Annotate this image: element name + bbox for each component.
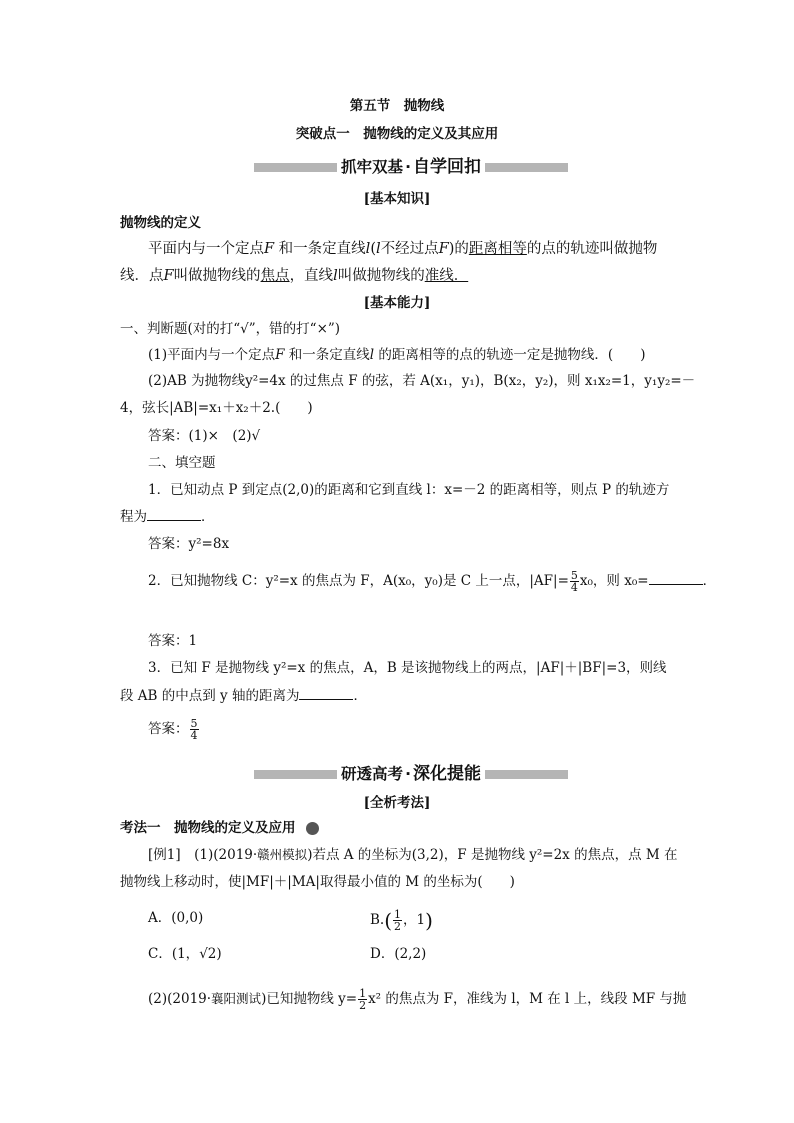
basic-ability-label: [基本能力]	[363, 295, 431, 311]
answer-blank	[147, 508, 201, 521]
fill-question-1-line-1: 1．已知动点 P 到定点(2,0)的距离和它到直线 l：x=－2 的距离相等，则点 P 的轨迹方	[148, 482, 670, 498]
definition-heading: 抛物线的定义	[120, 215, 201, 231]
option-c: C．(1，√2)	[148, 946, 222, 962]
fill-question-3-line-1: 3．已知 F 是抛物线 y²=x 的焦点，A，B 是该抛物线上的两点，|AF|＋|BF|=3，则线	[148, 660, 667, 676]
fill-answer-1: 答案：y²=8x	[148, 536, 230, 552]
tf-question-1: (1)平面内与一个定点F 和一条定直线l 的距离相等的点的轨迹一定是抛物线．( )	[148, 347, 646, 363]
section-band-basics: 抓牢双基 · 自学回扣	[254, 157, 568, 177]
fraction-five-quarters: $\frac{5}{4}$	[190, 717, 198, 742]
tf-question-2-line-2: 4，弦长|AB|=x₁＋x₂＋2.( )	[120, 400, 313, 416]
example-1-line-1: [例1] (1)(2019·赣州模拟)若点 A 的坐标为(3,2)，F 是抛物线 y²=2x 的焦点，点 M 在	[148, 847, 678, 863]
fill-in-heading: 二、填空题	[148, 455, 216, 471]
fraction-one-half: $\frac{1}{2}$	[359, 987, 367, 1012]
section-title: 第五节 抛物线	[349, 98, 445, 114]
sqrt-two: √2	[199, 946, 217, 962]
option-a: A．(0,0)	[148, 910, 204, 926]
tf-question-2-line-1: (2)AB 为抛物线y²=4x 的过焦点 F 的弦，若 A(x₁，y₁)，B(x₂，y₂)，则 x₁x₂=1，y₁y₂=－	[148, 373, 696, 389]
bullet-dot-icon	[306, 822, 319, 835]
true-false-heading: 一、判断题(对的打“√”，错的打“×”)	[120, 321, 341, 337]
option-d: D．(2,2)	[370, 946, 427, 962]
definition-paragraph-line-2: 线．点F叫做抛物线的焦点，直线l叫做抛物线的准线．	[120, 268, 469, 284]
subsection-title: 突破点一 抛物线的定义及其应用	[295, 126, 499, 142]
methods-label: [全析考法]	[363, 795, 431, 811]
fill-answer-3: 答案： $\frac{5}{4}$	[148, 717, 198, 742]
section-band-exam: 研透高考 · 深化提能	[254, 764, 568, 784]
answer-blank	[649, 572, 703, 585]
basic-knowledge-label: [基本知识]	[363, 191, 431, 207]
method-1-heading: 考法一 抛物线的定义及应用	[120, 819, 319, 837]
tf-answer: 答案：(1)× (2)√	[148, 428, 261, 444]
fill-question-3-line-2: 段 AB 的中点到 y 轴的距离为 ．	[120, 688, 367, 704]
fraction-one-half: $\frac{1}{2}$	[394, 908, 402, 933]
underlined-term-equal-distance: 距离相等	[468, 241, 527, 257]
fill-question-1-line-2: 程为 ．	[120, 509, 215, 525]
example-1-line-2: 抛物线上移动时，使|MF|＋|MA|取得最小值的 M 的坐标为( )	[120, 874, 515, 890]
example-1-part-2: (2)(2019·襄阳测试)已知抛物线 y= $\frac{1}{2}$ x² 的焦点为 F，准线为 l，M 在 l 上，线段 MF 与抛	[148, 987, 687, 1012]
fill-question-2: 2．已知抛物线 C：y²=x 的焦点为 F，A(x₀，y₀)是 C 上一点，|AF|= $\frac{5}{4}$ x₀，则 x₀= ．	[148, 569, 717, 594]
fraction-five-quarters: $\frac{5}{4}$	[570, 569, 578, 594]
answer-blank	[299, 687, 353, 700]
definition-paragraph-line-1: 平面内与一个定点F 和一条定直线l(l不经过点F)的距离相等的点的轨迹叫做抛物	[148, 241, 658, 257]
underlined-term-directrix: 准线．	[424, 268, 469, 284]
fill-answer-2: 答案：1	[148, 633, 198, 649]
underlined-term-focus: 焦点	[260, 268, 290, 284]
option-b: B.( $\frac{1}{2}$ ，1)	[370, 908, 433, 933]
